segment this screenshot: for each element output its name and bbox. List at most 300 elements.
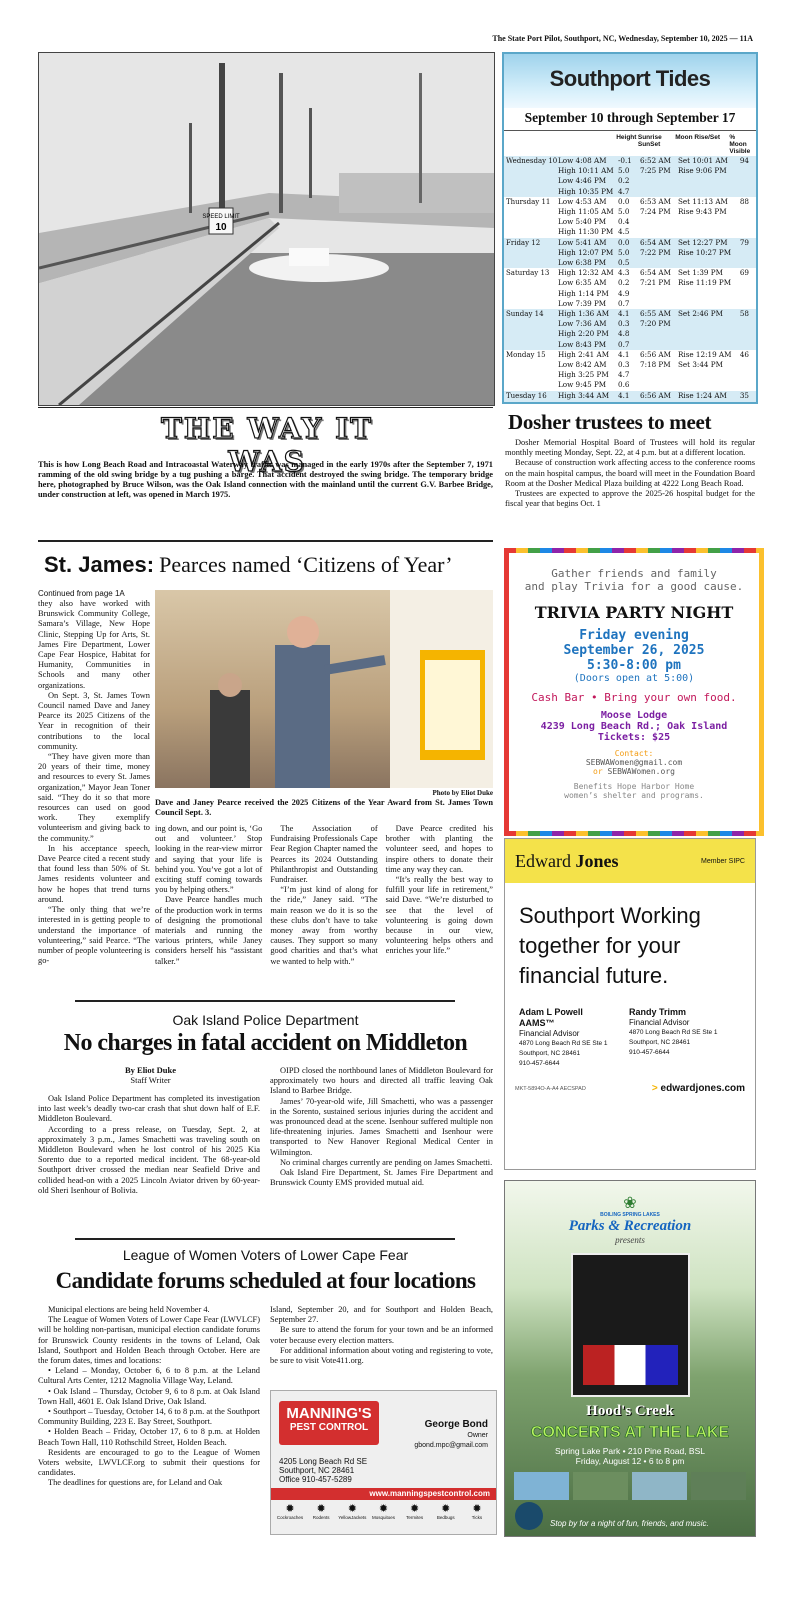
tide-moon: Rise 12:19 AM [678,349,732,359]
tide-moon [678,228,733,236]
lake-photo [632,1472,687,1500]
tides-header-height: Height [616,134,637,141]
tide-row [504,309,756,319]
tide-moon-visible: 58 [739,309,749,319]
tide-moon-visible [733,330,749,338]
stjames-col4 [386,824,493,967]
tide-high-low: High 3:44 AM [558,390,610,400]
tide-moon-visible [733,259,749,267]
tide-moon [678,188,733,196]
oak-island-headline: No charges in fatal accident on Middleton [63,1030,468,1056]
tide-moon-visible [733,167,749,175]
tide-sun [640,330,678,338]
trivia-venue2: 4239 Long Beach Rd.; Oak Island [540,721,728,732]
tide-sun: 7:21 PM [640,278,671,288]
tide-moon-visible [733,249,749,257]
tide-sun: 7:20 PM [640,319,671,329]
edward-jones-ad [504,838,756,1170]
advisor1-name: Adam L Powell AAMS™ [519,1007,583,1028]
league-headline: Candidate forums scheduled at four locations [55,1268,476,1293]
tide-row [504,391,756,401]
tide-row [504,197,756,207]
stjames-kicker: St. James: [44,552,155,577]
tide-moon-visible [733,341,749,349]
tide-moon-visible [733,290,749,298]
tide-sun [640,341,678,349]
tide-sun [640,381,678,389]
tide-moon-visible [733,361,749,369]
tide-sun: 7:22 PM [640,247,671,257]
tide-high-low: Low 4:46 PM [558,176,607,186]
league-paragraph: Island, September 20, and for Southport and Holden Beach, September 27. [270,1305,493,1325]
tide-moon: Rise 11:19 PM [678,278,732,288]
tide-high-low: High 11:30 PM [558,227,614,237]
tide-sun [640,218,678,226]
tide-moon-visible: 69 [739,268,749,278]
tide-day-label [506,228,558,236]
advisor1-address1: 4870 Long Beach Rd SE Ste 1 [519,1040,608,1047]
oak-island-paragraph: Oak Island Police Department has completed its investigation into last week’s deadly two-car crash that shut down half of E.F. Middleton Boulevard. [38,1094,260,1124]
tide-row [504,340,756,350]
mannings-url[interactable]: www.manningspestcontrol.com [271,1488,496,1500]
tide-day-label: Wednesday 10 [506,157,558,165]
tide-moon-visible [733,300,749,308]
divider [38,540,493,542]
trivia-benefit1: Benefits Hope Harbor Home [573,782,695,791]
tide-row [504,329,756,339]
mannings-address [279,1457,367,1484]
trivia-benefit2: women’s shelter and programs. [564,791,704,800]
league-section: League of Women Voters of Lower Cape Fear [122,1247,409,1263]
tide-high-low: High 11:05 AM [558,207,614,217]
league-paragraph: • Southport – Tuesday, October 14, 6 to 8 p.m. at the Southport Community Building, 223 E. Bay Street, Southport. [38,1407,260,1427]
tide-moon [678,341,733,349]
advisor1-title: Financial Advisor [519,1029,580,1038]
advisor2-address1: 4870 Long Beach Rd SE Ste 1 [629,1029,718,1036]
oak-island-paragraph: OIPD closed the northbound lanes of Middleton Boulevard for approximately two hours and directed all traffic leaving Oak Island to Barbee Bridge. [270,1066,493,1096]
tide-moon-visible [733,228,749,236]
tides-title: Southport Tides [549,66,711,91]
parks-presents: presents [615,1235,645,1245]
parks-title: Parks & Recreation [568,1218,692,1234]
tide-row [504,227,756,237]
parks-tagline: Stop by for a night of fun, friends, and music. [550,1519,709,1528]
league-paragraph: Residents are encouraged to go to the League of Women Voters website, LWVLCF.org to submit their questions for candidates. [38,1447,260,1478]
trivia-doors: (Doors open at 5:00) [573,673,695,684]
bug-icon: ✹ [441,1502,451,1515]
bug-icon: ✹ [285,1502,295,1515]
stjames-paragraph: ing down, and our point is, ‘Go out and volunteer.’ Stop looking in the rear-view mirror and saying that your life is behind you. You’ve got a lot of exciting stuff coming towards you by helping others.” [155,824,263,895]
tide-row [504,370,756,380]
tide-row [504,319,756,329]
tide-row [504,289,756,299]
trivia-when1: Friday evening [579,628,689,643]
tide-moon: Set 1:39 PM [678,268,723,278]
bug-icon: ✹ [316,1502,326,1515]
tide-moon-visible [733,402,749,404]
tide-row [504,360,756,370]
tide-high-low: Low 9:45 PM [558,380,607,390]
oak-island-section: Oak Island Police Department [172,1012,359,1028]
tide-height: 0.0 [618,196,630,206]
tide-height: 4.7 [618,370,630,380]
tides-days [504,156,756,404]
tide-sun [640,259,678,267]
tide-day-label [506,208,558,216]
league-col1 [38,1305,260,1489]
tide-day-label [506,279,558,287]
mannings-email: gbond.mpc@gmail.com [414,1442,488,1449]
tide-moon-visible: 79 [739,237,749,247]
tide-moon [678,300,733,308]
tide-day-label: Tuesday 16 [506,391,547,400]
pest-label: YellowJackets [338,1515,367,1520]
oak-island-role: Staff Writer [130,1075,171,1085]
tide-moon-visible [733,208,749,216]
mannings-address2: Southport, NC 28461 [279,1466,355,1475]
tide-row [504,217,756,227]
tide-row [504,166,756,176]
tide-row [504,278,756,288]
stjames-col1 [38,599,150,966]
way-it-was-photo [38,52,495,406]
pest-label: Cockroaches [276,1515,304,1520]
tide-row [504,238,756,248]
tide-high-low: High 1:36 AM [558,309,610,319]
stjames-headline-block [44,552,499,578]
tide-height: 5.0 [618,166,630,176]
trivia-venue1: Moose Lodge [600,710,668,721]
pest-item [400,1503,430,1520]
bug-icon: ✹ [472,1502,482,1515]
stjames-col3 [270,824,377,967]
edward-jones-code: MKT-5894O-A-A4 AECSPAD [515,1085,586,1092]
league-paragraph: • Holden Beach – Friday, October 17, 6 to 8 p.m. at Holden Beach Town Hall, 110 Rothschild Street, Holden Beach. [38,1427,260,1447]
tide-high-low: High 3:25 PM [558,370,609,380]
parks-event: CONCERTS AT THE LAKE [530,1424,730,1441]
pest-label: Rodents [312,1515,330,1520]
tide-moon [678,259,733,267]
pest-label: Termites [406,1515,424,1520]
band-flag [583,1345,678,1385]
stjames-paragraph: The Association of Fundraising Professionals Cape Fear Region Chapter named the Pearces its 2024 Outstanding Philanthropist and Outstanding Fundraiser. [270,824,378,885]
dosher-paragraph: Trustees are expected to approve the 2025-26 hospital budget for the fiscal year that begins Oct. 1 [505,489,755,509]
tide-row [504,207,756,217]
tide-high-low: Low 7:36 AM [558,319,607,329]
league-paragraph: The League of Women Voters of Lower Cape Fear (LWVLCF) will be holding non-partisan, municipal election candidate forums for Brunswick County residents in the towns of Leland, Oak Island, Southport and Holden Beach through October. Here are the forum dates, times and locations: [38,1315,260,1366]
tide-day-label [506,320,558,328]
tide-day-label [506,330,558,338]
stjames-columns [155,824,493,967]
trivia-line2: and play Trivia for a good cause. [524,580,744,593]
tide-high-low: Low 4:08 AM [558,156,607,165]
tide-moon-visible [733,381,749,389]
trivia-title: TRIVIA PARTY NIGHT [534,603,734,622]
dosher-paragraph: Because of construction work affecting access to the conference rooms on the main hospital campus, the board will meet in the Foundation Board Room at the Dosher Medical Plaza building at 4222 Long Beach Road. [505,458,755,488]
tide-height: 4.3 [618,268,630,278]
tide-height: 0.3 [618,319,630,329]
tide-day-label [506,371,558,379]
tide-row [504,187,756,197]
tides-table [502,52,758,404]
edward-jones-advisors [505,991,755,1069]
tides-date-range: September 10 through September 17 [504,108,756,131]
tide-height [618,402,640,404]
tide-height: 4.1 [618,390,630,400]
tide-sun [640,188,678,196]
tides-header-visible: % Moon Visible [729,134,751,155]
tide-height: 4.8 [618,329,630,339]
tide-height: 0.5 [618,258,630,268]
edward-jones-headline: Southport Working together for your financial future. [519,903,701,988]
stjames-col2 [155,824,262,967]
dosher-headline: Dosher trustees to meet [508,410,712,434]
league-paragraph: The deadlines for questions are, for Leland and Oak [48,1478,223,1488]
edward-jones-brand1: Edward [515,850,571,871]
tide-height: 4.7 [618,186,630,196]
tide-moon: Rise 10:27 PM [678,247,732,257]
bridge-photo-illustration [39,53,494,405]
tide-row [504,380,756,390]
tide-sun [640,177,678,185]
tide-moon-visible [733,218,749,226]
tide-moon-visible [733,279,749,287]
league-paragraph: Municipal elections are being held November 4. [48,1305,210,1314]
tide-day-label [506,167,558,175]
stjames-photo-caption: Dave and Janey Pearce received the 2025 Citizens of the Year Award from St. James Town Council Sept. 3. [155,798,493,817]
trivia-when2: September 26, 2025 [563,643,705,658]
tides-banner [504,54,756,108]
tide-high-low [558,402,618,404]
tide-day-label [506,402,558,404]
tide-sun: 7:25 PM [640,166,671,176]
oak-island-col1 [38,1094,260,1196]
league-paragraph: Be sure to attend the forum for your town and be an informed voter because every election matters. [270,1325,493,1345]
band-photo [571,1253,690,1397]
pest-label: Bedbugs [436,1515,455,1520]
oak-island-byline: By Eliot Duke [124,1065,176,1075]
tide-high-low: Low 6:38 PM [558,258,607,268]
tide-sun: 6:54 AM [640,237,671,247]
advisor2-phone: 910-457-6644 [629,1049,670,1056]
tide-moon-visible [733,371,749,379]
tide-high-low: High 10:11 AM [558,166,614,176]
pest-item [306,1503,336,1520]
trivia-time: 5:30-8:00 pm [587,658,681,673]
edward-jones-brand2: Jones [575,850,619,871]
tide-high-low: Low 5:40 PM [558,217,607,227]
stjames-continued: Continued from page 1A [38,589,125,598]
parks-date: Friday, August 12 • 6 to 8 pm [575,1456,685,1466]
stjames-paragraph: “I’m just kind of along for the ride,” Janey said. “The main reason we do it is so the these clubs don’t have to take money away from worthy causes. They support so many good charities and that’s what we wanted to help with.” [270,885,378,966]
trivia-line1: Gather friends and family [551,567,717,580]
tide-moon: Rise 1:24 AM [678,390,727,400]
divider [75,1000,455,1002]
stjames-paragraph: “They have given more than 20 years of their time, money and resources to every St. James organization,” Mayor Jean Toner said. “They do it so that more resources can used on good work. They exemplify volunteerism and giving back to the community.” [38,752,150,843]
tide-sun: 7:24 PM [640,207,671,217]
tide-moon [678,371,733,379]
tide-day-label [506,300,558,308]
tide-height: 4.1 [618,349,630,359]
tide-day-label [506,218,558,226]
tide-row [504,176,756,186]
tide-sun: 7:18 PM [640,360,671,370]
stjames-headline: Pearces named ‘Citizens of Year’ [159,552,453,577]
page-folio: The State Port Pilot, Southport, NC, Wednesday, September 10, 2025 — 11A [492,34,753,43]
tide-moon-visible [733,320,749,328]
tide-sun [640,371,678,379]
tide-height: 5.0 [618,207,630,217]
pest-item [462,1503,492,1520]
mannings-logo [279,1401,379,1445]
tide-row [504,299,756,309]
tides-header-moon: Moon Rise/Set [675,134,721,141]
tide-high-low: High 10:35 PM [558,186,614,196]
tide-row [504,350,756,360]
parks-location: Spring Lake Park • 210 Pine Road, BSL [555,1446,705,1456]
tide-high-low: Low 5:41 AM [558,237,607,247]
tide-day-label [506,259,558,267]
tide-row [504,156,756,166]
stjames-photo-credit: Photo by Eliot Duke [432,789,493,797]
tide-day-label [506,188,558,196]
advisor1-address2: Southport, NC 28461 [519,1050,581,1057]
tide-high-low: Low 6:35 AM [558,278,607,288]
tide-sun [640,300,678,308]
tide-height: 4.1 [618,309,630,319]
oak-island-paragraph: James’ 70-year-old wife, Jill Smachetti, who was a passenger in the Sorento, sustained serious injuries during the accident and was pronounced dead at the scene. Isenhour suffered multiple non life-threatening injuries. James Smachetti and Isenhour were transported to New Hanover Regional Medical Center in Wilmington. [270,1096,493,1157]
stjames-paragraph: On Sept. 3, St. James Town Council named Dave and Janey Pearce its 2025 Citizens of the Year in recognition of their contributions to the local community. [38,690,150,751]
edward-jones-header [505,839,755,883]
advisor2-title: Financial Advisor [629,1018,690,1027]
tide-moon: Set 11:13 AM [678,196,728,206]
oak-island-paragraph: Oak Island Fire Department, St. James Fire Department and Brunswick County EMS provided mutual aid. [270,1168,493,1188]
league-col2 [270,1305,493,1366]
edward-jones-sipc: Member SIPC [701,857,745,865]
tide-moon [678,320,733,328]
speed-sign-text: SPEED LIMIT [202,214,240,220]
svg-text:10: 10 [215,222,227,233]
tide-sun: 6:54 AM [640,268,671,278]
pest-item [431,1503,461,1520]
tide-high-low: High 12:07 PM [558,247,614,257]
tide-moon-visible [733,188,749,196]
tide-day-label [506,177,558,185]
tide-height: 5.0 [618,247,630,257]
bug-icon: ✹ [378,1502,389,1515]
stjames-paragraph: “It’s really the best way to fulfill your life in retirement,” said Dave. “We’re disturbed to see that the level of volunteering is going down because in our view, volunteering helps others and enriches your life.” [385,875,493,956]
lake-photo [514,1472,569,1500]
tide-day-label: Thursday 11 [506,197,551,206]
mannings-logo-line1: MANNING'S [286,1405,372,1422]
lake-photo [691,1472,746,1500]
trivia-email: SEBWAWomen@gmail.com [585,758,683,767]
pest-item [275,1503,305,1520]
pest-label: Ticks [471,1515,483,1520]
league-paragraph: For additional information about voting and registering to vote, be sure to visit Vote411.org. [270,1345,493,1366]
tide-moon-visible [733,177,749,185]
tide-day-label [506,361,558,369]
tide-high-low: Low 8:43 PM [558,339,607,349]
edward-jones-url[interactable]: edwardjones.com [660,1083,745,1094]
tide-sun: 6:52 AM [640,156,671,165]
tide-moon-visible: 94 [739,156,749,165]
tide-moon: Rise 9:43 PM [678,207,727,217]
tide-moon [678,402,733,404]
trivia-web: SEBWAWomen.org [607,767,675,776]
leaf-logo-icon: ❀ [623,1193,637,1212]
tide-sun: 6:56 AM [640,390,671,400]
tide-day-label [506,381,558,389]
tide-high-low: Low 8:42 AM [558,360,607,370]
way-it-was-title: THE WAY IT WAS [160,412,374,478]
tide-row [504,248,756,258]
tide-sun [640,402,678,404]
tide-high-low: Low 4:53 AM [558,196,607,206]
tide-row [504,401,756,404]
stjames-paragraph: In his acceptance speech, Dave Pearce cited a recent study that found less than 50% of St. James residents volunteer and how he hopes that trend turns around. [38,843,150,904]
tide-height: 0.2 [618,278,630,288]
league-paragraph: • Leland – Monday, October 6, 6 to 8 p.m. at the Leland Cultural Arts Center, 1212 Magnolia Village Way, Leland. [38,1366,260,1386]
tide-high-low: High 2:20 PM [558,329,609,339]
parks-photo-strip [505,1472,755,1500]
tide-height: 0.6 [618,380,630,390]
tide-moon [678,290,733,298]
stjames-photo [155,590,493,788]
tide-moon: Set 10:01 AM [678,156,728,165]
tide-day-label [506,341,558,349]
tide-day-label [506,290,558,298]
trivia-or: or [593,767,603,776]
trivia-tickets: Tickets: $25 [597,732,671,743]
tide-moon: Set 12:27 PM [678,237,728,247]
tide-day-label: Sunday 14 [506,310,544,319]
parks-ad [504,1180,756,1537]
tide-high-low: High 2:41 AM [558,349,610,359]
chevron-right-icon: > [651,1083,658,1094]
pentagon-logo-icon [515,1502,543,1530]
advisor2-address2: Southport, NC 28461 [629,1039,691,1046]
tide-height: 0.4 [618,217,630,227]
bug-icon: ✹ [347,1502,357,1515]
tide-moon-visible: 35 [739,390,749,400]
divider [38,407,493,408]
mannings-address1: 4205 Long Beach Rd SE [279,1457,368,1466]
tide-high-low: Low 7:39 PM [558,298,607,308]
stjames-paragraph: “The only thing that we’re interested in is getting people to understand the importance of volunteering,” said Pearce. “The number of people volunteering is go- [38,905,150,966]
advisor2-name: Randy Trimm [629,1007,687,1017]
pest-item [368,1503,398,1520]
tide-moon [678,218,733,226]
tide-sun: 6:53 AM [640,196,671,206]
tide-day-label: Saturday 13 [506,269,550,278]
stjames-photo-illustration [155,590,493,788]
edward-jones-footer [505,1069,755,1094]
tide-sun: 6:56 AM [640,349,671,359]
tide-row [504,268,756,278]
tide-sun: 6:55 AM [640,309,671,319]
trivia-ad [504,548,764,836]
tide-moon [678,177,733,185]
tide-height: 0.7 [618,298,630,308]
parks-band: Hood's Creek [586,1403,674,1419]
parks-org: BOILING SPRING LAKES [600,1212,660,1218]
advisor1-phone: 910-457-6644 [519,1060,560,1067]
oak-island-paragraph: According to a press release, on Tuesday, Sept. 2, at approximately 3 p.m., James Smachetti was traveling south on Middleton Boulevard when he lost control of his 2025 Kia Sorento due to a reported medical incident. The 68-year-old Southport driver crossed the median near Seafield Drive and collided head-on with a 2025 Lincoln Aviator driven by 60-year-old Sheri Isenhour of Bolivia. [38,1124,260,1195]
tide-moon [678,381,733,389]
stjames-paragraph: Dave Pearce handles much of the production work in terms of designing the promotional materials and running the various printers, while Janey considers herself his “assistant talker.” [155,895,263,966]
mannings-owner: George Bond [424,1419,488,1430]
